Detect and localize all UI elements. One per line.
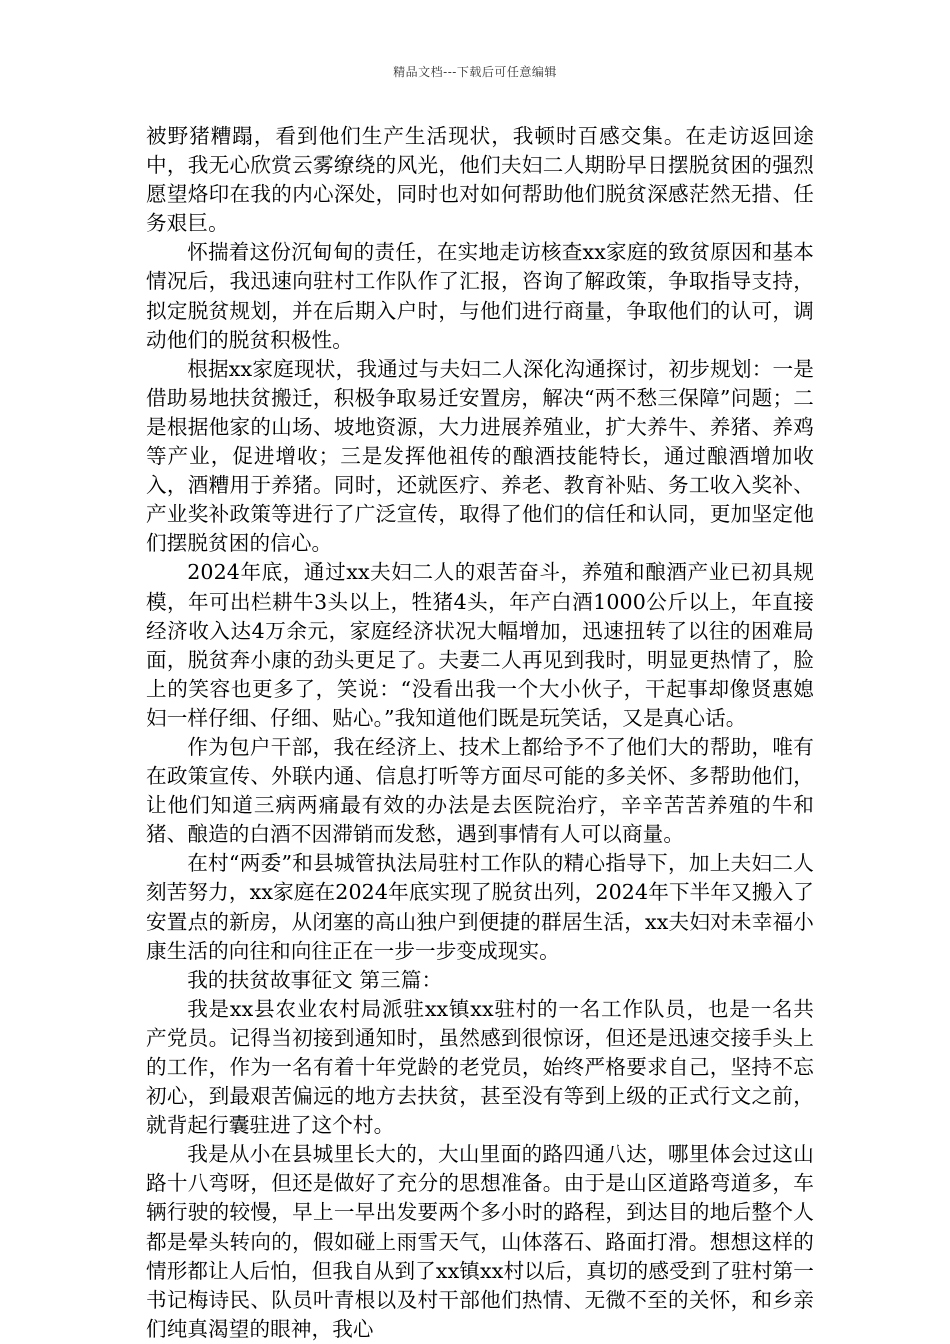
document-body bbox=[146, 122, 814, 1344]
paragraph: 我是xx县农业农村局派驻xx镇xx驻村的一名工作队员，也是一名共产党员。记得当初接到通知时，虽然感到很惊讶，但还是迅速交接手头上的工作，作为一名有着十年党龄的老党员，始终严格要求自己，坚持不忘初心，到最艰苦偏远的地方去扶贫，甚至没有等到上级的正式行文之前，就背起行囊驻进了这个村。 bbox=[146, 996, 814, 1138]
paragraph: 根据xx家庭现状，我通过与夫妇二人深化沟通探讨，初步规划：一是借助易地扶贫搬迁，积极争取易迁安置房，解决“两不愁三保障”问题；二是根据他家的山场、坡地资源，大力进展养殖业，扩大养牛、养猪、养鸡等产业，促进增收；三是发挥他祖传的酿酒技能特长，通过酿酒增加收入，酒糟用于养猪。同时，还就医疗、养老、教育补贴、务工收入奖补、产业奖补政策等进行了广泛宣传，取得了他们的信任和认同，更加坚定他们摆脱贫困的信心。 bbox=[146, 356, 814, 556]
paragraph: 被野猪糟蹋，看到他们生产生活现状，我顿时百感交集。在走访返回途中，我无心欣赏云雾缭绕的风光，他们夫妇二人期盼早日摆脱贫困的强烈愿望烙印在我的内心深处，同时也对如何帮助他们脱贫深感茫然无措、任务艰巨。 bbox=[146, 124, 814, 236]
section-heading: 我的扶贫故事征文 第三篇： bbox=[187, 967, 443, 992]
paragraph: 2024年底，通过xx夫妇二人的艰苦奋斗，养殖和酿酒产业已初具规模，年可出栏耕牛3头以上，牲猪4头，年产白酒1000公斤以上，年直接经济收入达4万余元，家庭经济状况大幅增加，迅速扭转了以往的困难局面，脱贫奔小康的劲头更足了。夫妻二人再见到我时，明显更热情了，脸上的笑容也更多了，笑说：“没看出我一个大小伙子，干起事却像贤惠媳妇一样仔细、仔细、贴心。”我知道他们既是玩笑话，又是真心话。 bbox=[146, 560, 814, 730]
paragraph: 我是从小在县城里长大的，大山里面的路四通八达，哪里体会过这山路十八弯呀，但还是做好了充分的思想准备。由于是山区道路弯道多，车辆行驶的较慢，早上一早出发要两个多小时的路程，到达目的地后整个人都是晕头转向的，假如碰上雨雪天气，山体落石、路面打滑。想想这样的情形都让人后怕，但我自从到了xx镇xx村以后，真切的感受到了驻村第一书记梅诗民、队员叶青根以及村干部他们热情、无微不至的关怀，和乡亲们纯真渴望的眼神，我心 bbox=[146, 1142, 814, 1341]
paragraph: 在村“两委”和县城管执法局驻村工作队的精心指导下，加上夫妇二人刻苦努力，xx家庭在2024年底实现了脱贫出列，2024年下半年又搬入了安置点的新房，从闭塞的高山独户到便捷的群居生活，xx夫妇对未幸福小康生活的向往和向往正在一步一步变成现实。 bbox=[146, 851, 814, 963]
paragraph: 作为包户干部，我在经济上、技术上都给予不了他们大的帮助，唯有在政策宣传、外联内通、信息打听等方面尽可能的多关怀、多帮助他们，让他们知道三病两痛最有效的办法是去医院治疗，辛辛苦苦养殖的牛和猪、酿造的白酒不因滞销而发愁，遇到事情有人可以商量。 bbox=[146, 734, 814, 847]
paragraph: 怀揣着这份沉甸甸的责任，在实地走访核查xx家庭的致贫原因和基本情况后，我迅速向驻村工作队作了汇报，咨询了解政策，争取指导支持，拟定脱贫规划，并在后期入户时，与他们进行商量，争取他们的认可，调动他们的脱贫积极性。 bbox=[146, 240, 814, 352]
page-header: 精品文档---下载后可任意编辑 bbox=[393, 65, 557, 79]
